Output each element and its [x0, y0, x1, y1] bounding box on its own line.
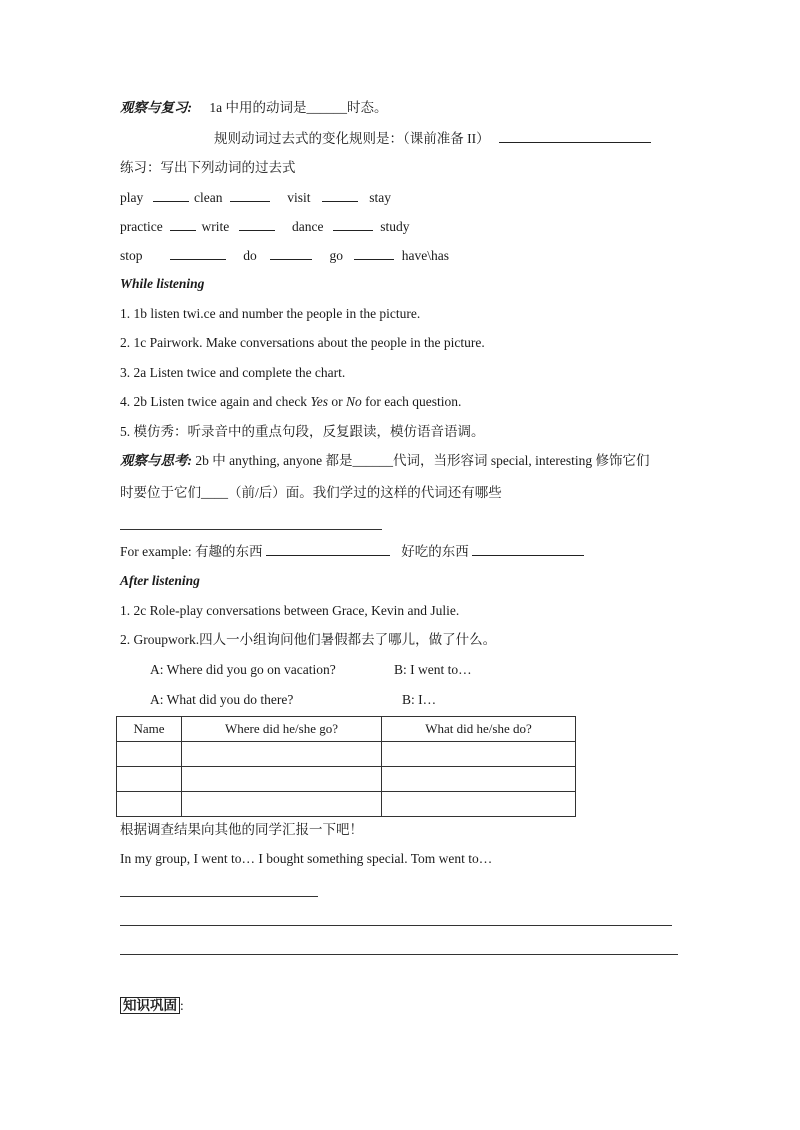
verb-row-3	[120, 245, 449, 266]
no-word: No	[345, 394, 362, 409]
verb-blank[interactable]	[354, 245, 394, 260]
verb-blank[interactable]	[170, 216, 196, 231]
dialog-b-1: B: I went to…	[394, 662, 472, 677]
think-line-2: 时要位于它们____（前/后）面。我们学过的这样的代词还有哪些	[120, 485, 502, 500]
table-cell[interactable]	[117, 742, 182, 767]
verb-row-2	[120, 216, 409, 237]
verb-word: visit	[287, 190, 311, 205]
think-line-1	[120, 451, 649, 471]
while-listening-heading: While listening	[120, 276, 205, 291]
example-mid: 好吃的东西	[401, 544, 469, 559]
dialog-a-2: A: What did you do there?	[150, 692, 294, 707]
verb-word: write	[201, 219, 230, 234]
or-word: or	[327, 394, 346, 409]
verb-blank[interactable]	[322, 187, 358, 202]
verb-word: have\has	[401, 248, 449, 263]
after-item-1: 1. 2c Role-play conversations between Grace, Kevin and Julie.	[120, 603, 460, 618]
verb-word: practice	[120, 219, 163, 234]
table-cell[interactable]	[382, 767, 576, 792]
verb-blank[interactable]	[270, 245, 312, 260]
answer-line[interactable]	[120, 925, 672, 926]
report-prompt: 根据调查结果向其他的同学汇报一下吧！	[120, 822, 363, 837]
table-row	[117, 742, 576, 767]
review-question-2: 规则动词过去式的变化规则是：（课前准备 II）	[214, 131, 490, 146]
after-item-2: 2. Groupwork.四人一小组询问他们暑假都去了哪儿，做了什么。	[120, 632, 497, 647]
table-cell[interactable]	[117, 792, 182, 817]
dialog-b-2: B: I…	[402, 692, 437, 707]
answer-line[interactable]	[120, 529, 382, 530]
review-line-1	[120, 98, 388, 118]
table-cell[interactable]	[182, 792, 382, 817]
answer-line[interactable]	[120, 954, 678, 955]
answer-blank[interactable]	[499, 128, 651, 143]
verb-word: go	[329, 248, 344, 263]
verb-blank[interactable]	[239, 216, 275, 231]
table-header-row	[117, 717, 576, 742]
verb-blank[interactable]	[170, 245, 226, 260]
table-header: Where did he/she go?	[182, 717, 382, 742]
verb-blank[interactable]	[333, 216, 373, 231]
example-blank[interactable]	[472, 541, 584, 556]
consolidation-line	[120, 996, 184, 1016]
verb-word: stay	[369, 190, 391, 205]
table-cell[interactable]	[117, 767, 182, 792]
review-heading: 观察与复习:	[120, 100, 192, 115]
verb-word: play	[120, 190, 144, 205]
verb-word: study	[380, 219, 410, 234]
think-text-1: 2b 中 anything, anyone 都是______代词，当形容词 special, interesting 修饰它们	[192, 453, 650, 468]
table-cell[interactable]	[382, 792, 576, 817]
answer-line[interactable]	[120, 896, 318, 897]
verb-blank[interactable]	[230, 187, 270, 202]
after-listening-heading: After listening	[120, 573, 200, 588]
while-item-4	[120, 392, 461, 412]
while-item-5: 5. 模仿秀：听录音中的重点句段，反复跟读，模仿语音语调。	[120, 424, 485, 439]
verb-word: dance	[291, 219, 324, 234]
verb-row-1	[120, 187, 391, 208]
think-heading: 观察与思考:	[120, 453, 192, 468]
table-row	[117, 792, 576, 817]
while-item-3: 3. 2a Listen twice and complete the chart.	[120, 365, 346, 380]
table-cell[interactable]	[182, 767, 382, 792]
review-question-1: 1a 中用的动词是______时态。	[209, 100, 388, 115]
verb-blank[interactable]	[153, 187, 189, 202]
while-item-4-end: for each question.	[361, 394, 462, 409]
report-example: In my group, I went to… I bought something special. Tom went to…	[120, 851, 493, 866]
verb-word: do	[243, 248, 257, 263]
yes-word: Yes	[310, 394, 328, 409]
consolidation-colon: :	[180, 998, 184, 1013]
dialog-a-1: A: Where did you go on vacation?	[150, 662, 336, 677]
verb-word: clean	[194, 190, 223, 205]
table-header: Name	[117, 717, 182, 742]
while-item-1: 1. 1b listen twi.ce and number the people in the picture.	[120, 306, 421, 321]
table-cell[interactable]	[182, 742, 382, 767]
verb-word: stop	[120, 248, 143, 263]
example-blank[interactable]	[266, 541, 390, 556]
table-row	[117, 767, 576, 792]
consolidation-heading: 知识巩固	[120, 997, 180, 1014]
while-item-2: 2. 1c Pairwork. Make conversations about the people in the picture.	[120, 335, 485, 350]
table-header: What did he/she do?	[382, 717, 576, 742]
example-line	[120, 541, 584, 562]
table-cell[interactable]	[382, 742, 576, 767]
review-line-2	[214, 128, 651, 149]
exercise-title: 练习：写出下列动词的过去式	[120, 160, 296, 175]
example-prefix: For example: 有趣的东西	[120, 544, 263, 559]
survey-table	[116, 716, 576, 817]
while-item-4-text: 4. 2b Listen twice again and check	[120, 394, 311, 409]
